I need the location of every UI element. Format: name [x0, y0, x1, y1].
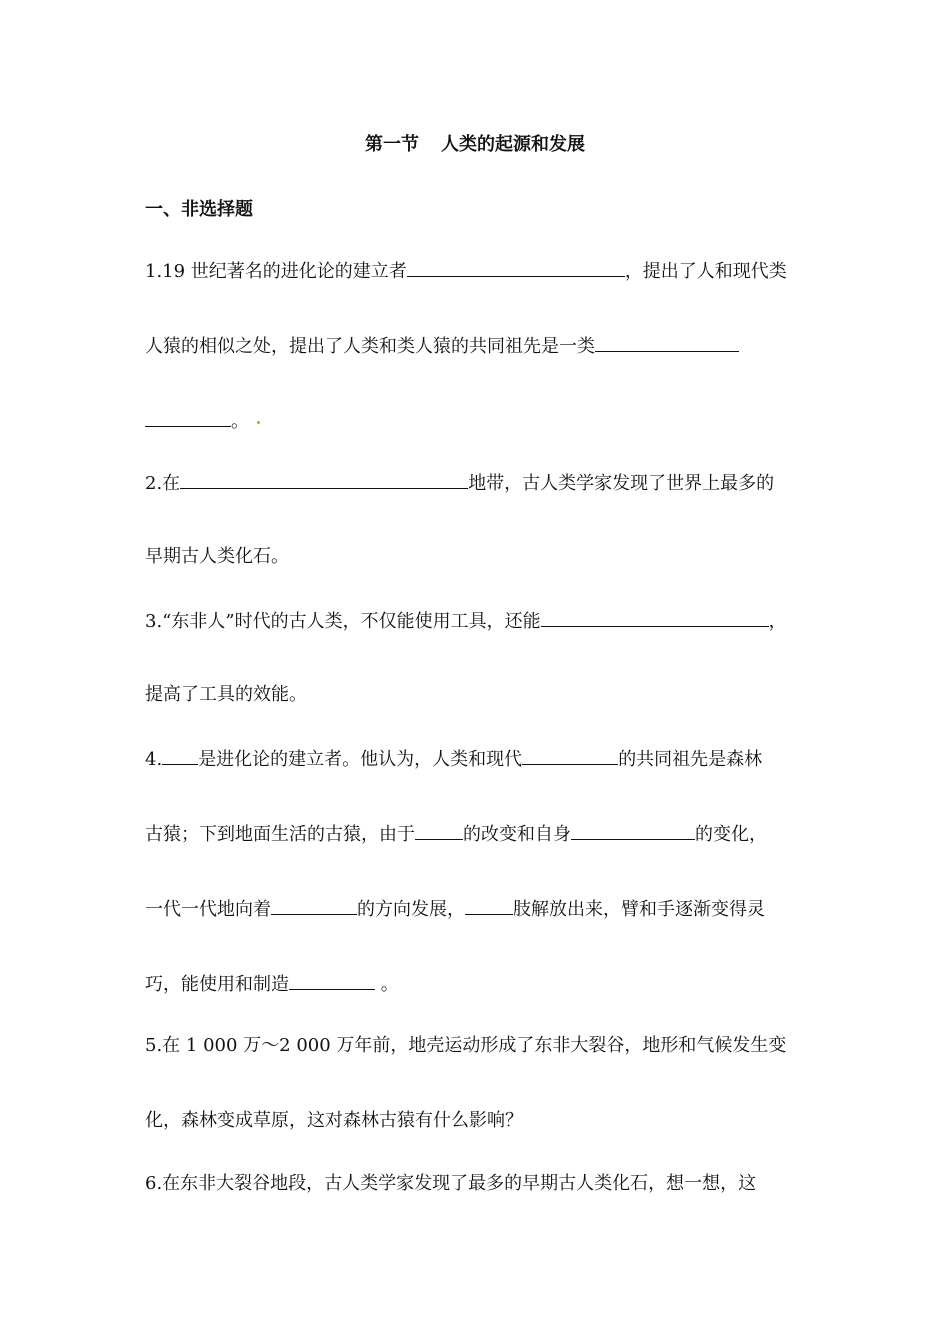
answer-blank — [465, 896, 513, 915]
title-topic: 人类的起源和发展 — [441, 134, 585, 155]
question-text: 人猿的相似之处，提出了人类和类人猿的共同祖先是一类 — [145, 336, 595, 357]
question-text: 的方向发展， — [357, 899, 465, 920]
section-heading: 一、非选择题 — [145, 199, 253, 220]
question-5-line-1: 5.在 1 000 万～2 000 万年前，地壳运动形成了东非大裂谷，地形和气候发生变 — [145, 1035, 787, 1056]
question-2-line-2: 早期古人类化石。 — [145, 546, 289, 567]
question-text: 的共同祖先是森林 — [618, 749, 763, 770]
answer-blank — [407, 258, 625, 277]
question-text: ，提出了人和现代类 — [624, 261, 787, 282]
question-1-line-2 — [145, 333, 739, 359]
question-4-line-2 — [145, 821, 767, 847]
question-4-line-3 — [145, 896, 765, 922]
answer-blank — [271, 896, 357, 915]
answer-blank — [145, 408, 231, 427]
question-text: 的变化， — [695, 824, 767, 845]
question-1-line-1 — [145, 258, 787, 284]
dot-mark — [257, 421, 260, 424]
question-text: 巧，能使用和制造 — [145, 974, 289, 995]
question-1-line-3 — [145, 408, 260, 434]
page-title — [0, 130, 950, 156]
question-text: 肢解放出来，臂和手逐渐变得灵 — [513, 899, 765, 920]
answer-blank — [522, 746, 618, 765]
question-text: 一代一代地向着 — [145, 899, 271, 920]
answer-blank — [571, 821, 695, 840]
answer-blank — [541, 608, 769, 627]
question-3-line-2: 提高了工具的效能。 — [145, 684, 307, 705]
question-text: 3.“东非人”时代的古人类，不仅能使用工具，还能 — [145, 611, 541, 632]
title-section-number: 第一节 — [365, 134, 419, 155]
question-text: 1.19 世纪著名的进化论的建立者 — [145, 261, 407, 282]
question-text: 古猿；下到地面生活的古猿，由于 — [145, 824, 415, 845]
question-text: 地带，古人类学家发现了世界上最多的 — [468, 473, 775, 494]
question-5-line-2: 化，森林变成草原，这对森林古猿有什么影响？ — [145, 1110, 523, 1131]
answer-blank — [595, 333, 739, 352]
answer-blank — [180, 470, 468, 489]
question-text: ， — [768, 611, 787, 632]
question-text: 是进化论的建立者。他认为，人类和现代 — [198, 749, 523, 770]
question-text: 。 — [231, 411, 249, 432]
question-2-line-1 — [145, 470, 774, 496]
question-text: 2.在 — [145, 473, 181, 494]
question-text: 4. — [145, 749, 163, 770]
answer-blank — [162, 746, 198, 765]
question-3-line-1 — [145, 608, 787, 634]
question-4-line-4 — [145, 971, 399, 997]
question-6-line-1: 6.在东非大裂谷地段，古人类学家发现了最多的早期古人类化石，想一想，这 — [145, 1173, 757, 1194]
answer-blank — [289, 971, 375, 990]
question-text: 。 — [375, 974, 399, 995]
question-4-line-1 — [145, 746, 762, 772]
question-text: 的改变和自身 — [463, 824, 571, 845]
answer-blank — [415, 821, 463, 840]
